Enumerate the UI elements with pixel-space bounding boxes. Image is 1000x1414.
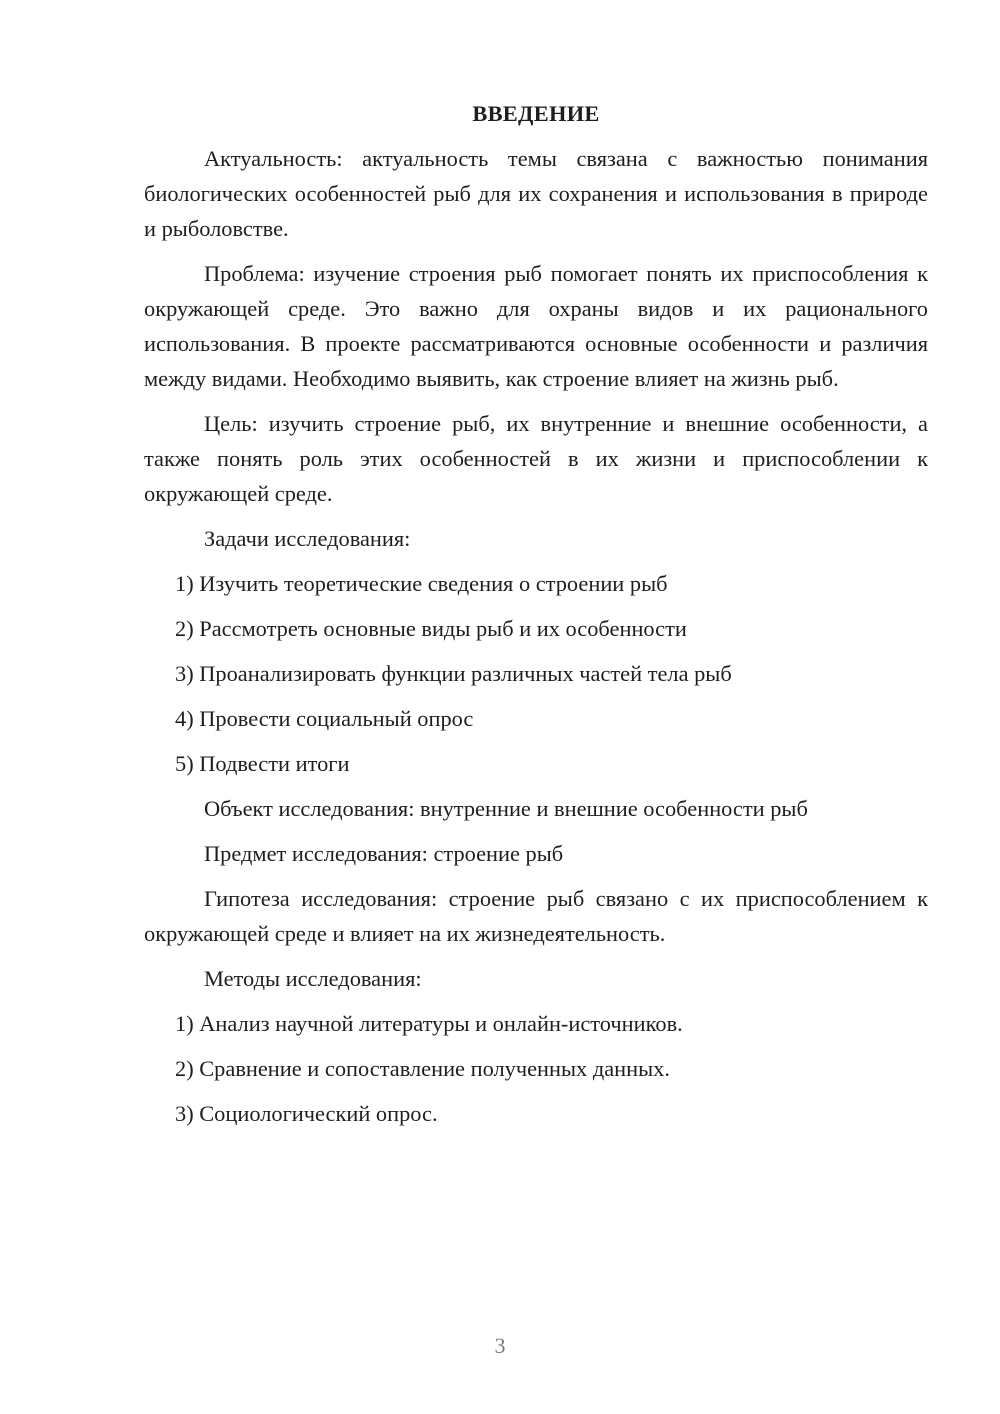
page-number: 3 <box>494 1333 506 1358</box>
tasks-list <box>144 566 928 781</box>
problem-paragraph: Проблема: изучение строения рыб помогает понять их приспособления к окружающей среде. Это важно для охраны видов и их рационального использования. В проекте рассматриваются основные особенности и различия между видами. Необходимо выявить, как строение влияет на жизнь рыб. <box>144 261 928 391</box>
hypothesis-paragraph: Гипотеза исследования: строение рыб связано с их приспособлением к окружающей среде и влияет на их жизнедеятельность. <box>144 886 928 946</box>
list-item: 4) Провести социальный опрос <box>175 706 474 731</box>
tasks-heading: Задачи исследования: <box>204 526 411 551</box>
object-line: Объект исследования: внутренние и внешние особенности рыб <box>204 796 808 821</box>
list-item: 2) Сравнение и сопоставление полученных данных. <box>175 1056 670 1081</box>
list-item: 2) Рассмотреть основные виды рыб и их особенности <box>175 616 687 641</box>
document-page <box>144 96 928 1141</box>
list-item: 3) Проанализировать функции различных частей тела рыб <box>175 661 732 686</box>
subject-line: Предмет исследования: строение рыб <box>204 841 564 866</box>
methods-heading: Методы исследования: <box>204 966 422 991</box>
relevance-paragraph: Актуальность: актуальность темы связана с важностью понимания биологических особенностей рыб для их сохранения и использования в природе и рыболовстве. <box>144 146 928 241</box>
methods-list <box>144 1006 928 1131</box>
list-item: 1) Анализ научной литературы и онлайн-источников. <box>175 1011 683 1036</box>
list-item: 1) Изучить теоретические сведения о строении рыб <box>175 571 668 596</box>
list-item: 3) Социологический опрос. <box>175 1101 438 1126</box>
goal-paragraph: Цель: изучить строение рыб, их внутренние и внешние особенности, а также понять роль этих особенностей в их жизни и приспособлении к окружающей среде. <box>144 411 928 506</box>
list-item: 5) Подвести итоги <box>175 751 350 776</box>
page-title: ВВЕДЕНИЕ <box>472 101 600 126</box>
